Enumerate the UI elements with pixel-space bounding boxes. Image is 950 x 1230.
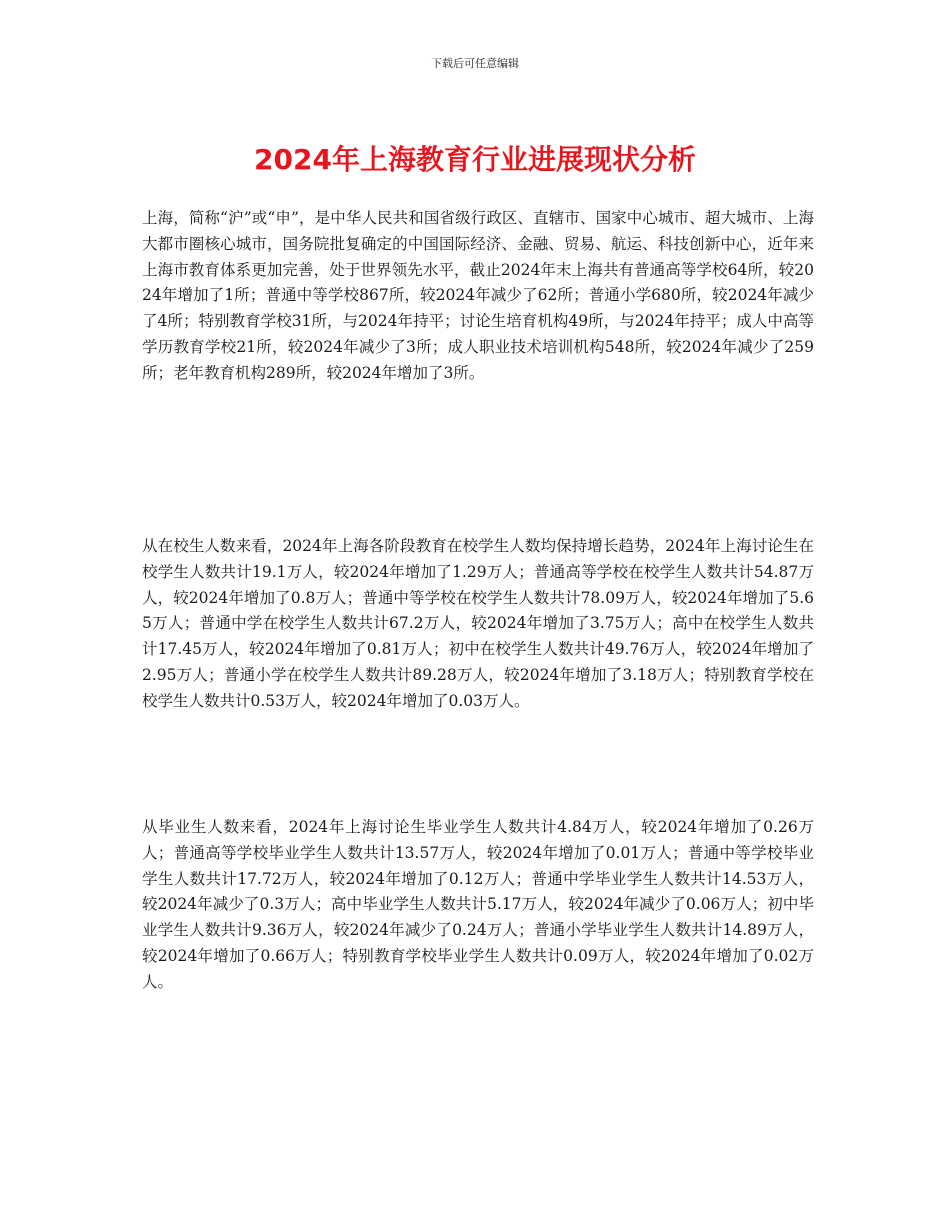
page-title: 2024年上海教育行业进展现状分析 [254, 143, 696, 176]
paragraph-institutions: 上海，简称“沪”或“申”，是中华人民共和国省级行政区、直辖市、国家中心城市、超大城市、上海大都市圈核心城市，国务院批复确定的中国国际经济、金融、贸易、航运、科技创新中心，近年来上海市教育体系更加完善，处于世界领先水平，截止2024年末上海共有普通高等学校64所，较2024年增加了1所；普通中等学校867所，较2024年减少了62所；普通小学680所，较2024年减少了4所；特别教育学校31所，与2024年持平；讨论生培育机构49所，与2024年持平；成人中高等学历教育学校21所，较2024年减少了3所；成人职业技术培训机构548所，较2024年减少了259所；老年教育机构289所，较2024年增加了3所。 [142, 209, 814, 382]
paragraph-graduates: 从毕业生人数来看，2024年上海讨论生毕业学生人数共计4.84万人，较2024年增加了0.26万人；普通高等学校毕业学生人数共计13.57万人，较2024年增加了0.01万人；普通中等学校毕业学生人数共计17.72万人，较2024年增加了0.12万人；普通中学毕业学生人数共计14.53万人，较2024年减少了0.3万人；高中毕业学生人数共计5.17万人，较2024年减少了0.06万人；初中毕业学生人数共计9.36万人，较2024年减少了0.24万人；普通小学毕业学生人数共计14.89万人，较2024年增加了0.66万人；特别教育学校毕业学生人数共计0.09万人，较2024年增加了0.02万人。 [142, 818, 814, 991]
header-note: 下载后可任意编辑 [431, 57, 519, 70]
paragraph-enrollment: 从在校生人数来看，2024年上海各阶段教育在校学生人数均保持增长趋势，2024年上海讨论生在校学生人数共计19.1万人，较2024年增加了1.29万人；普通高等学校在校学生人数共计54.87万人，较2024年增加了0.8万人；普通中等学校在校学生人数共计78.09万人，较2024年增加了5.65万人；普通中学在校学生人数共计67.2万人，较2024年增加了3.75万人；高中在校学生人数共计17.45万人，较2024年增加了0.81万人；初中在校学生人数共计49.76万人，较2024年增加了2.95万人；普通小学在校学生人数共计89.28万人，较2024年增加了3.18万人；特别教育学校在校学生人数共计0.53万人，较2024年增加了0.03万人。 [142, 537, 814, 710]
